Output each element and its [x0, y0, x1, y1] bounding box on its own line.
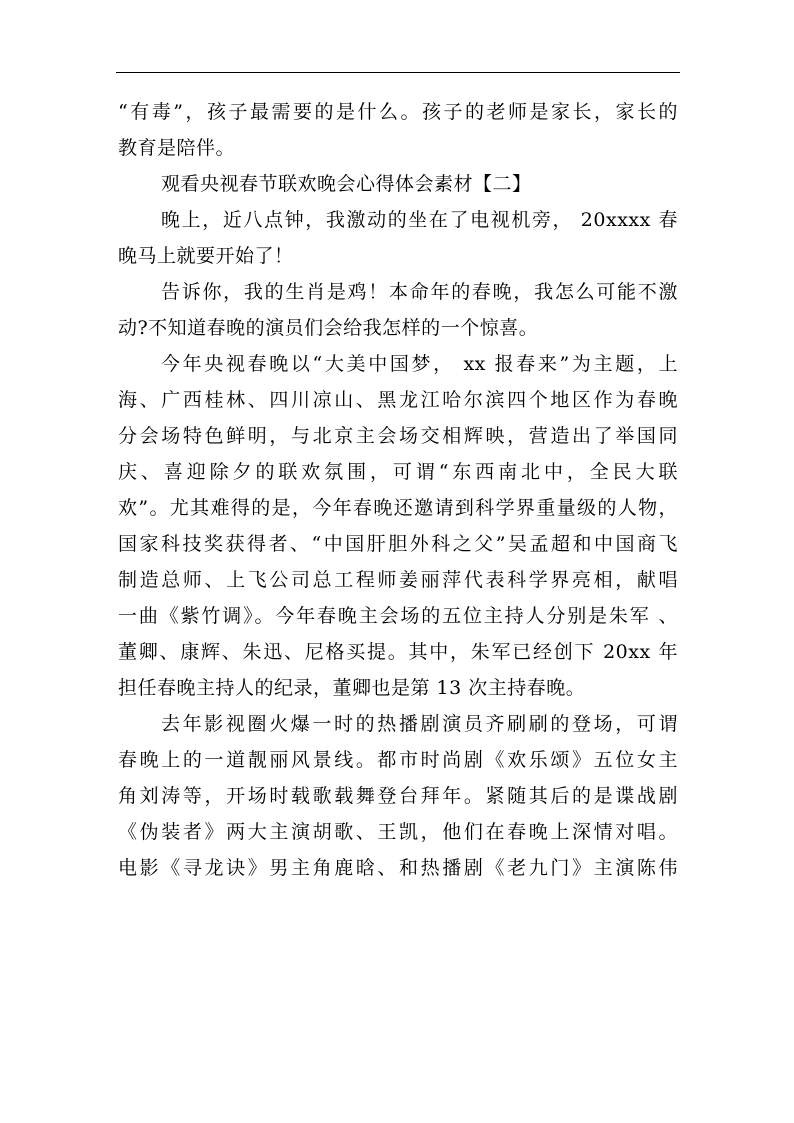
text-line: 《伪装者》两大主演胡歌、王凯，他们在春晚上深情对唱。	[118, 821, 678, 843]
text-line: 国家科技奖获得者、“中国肝胆外科之父”吴孟超和中国商飞	[118, 533, 678, 555]
paragraph	[118, 706, 678, 886]
text-line: 晚上，近八点钟，我激动的坐在了电视机旁， 20xxxx 春	[161, 209, 678, 231]
section-heading	[118, 166, 678, 202]
heading-line: 观看央视春节联欢晚会心得体会素材【二】	[161, 173, 532, 195]
text-line: 制造总师、上飞公司总工程师姜丽萍代表科学界亮相，献唱	[118, 569, 678, 591]
text-line: 春晚上的一道靓丽风景线。都市时尚剧《欢乐颂》五位女主	[118, 749, 678, 771]
paragraph-continuation	[118, 94, 678, 166]
text-line: 海、广西桂林、四川凉山、黑龙江哈尔滨四个地区作为春晚	[118, 389, 678, 411]
paragraph	[118, 346, 678, 706]
text-line: 电影《寻龙诀》男主角鹿晗、和热播剧《老九门》主演陈伟	[118, 857, 678, 879]
header-rule	[116, 72, 680, 73]
text-line: 担任春晚主持人的纪录，董卿也是第 13 次主持春晚。	[118, 677, 586, 699]
text-line: 告诉你，我的生肖是鸡！本命年的春晚，我怎么可能不激	[161, 281, 678, 303]
text-line: 今年央视春晚以“大美中国梦， xx 报春来”为主题，上	[161, 353, 678, 375]
text-line: 去年影视圈火爆一时的热播剧演员齐刷刷的登场，可谓	[161, 713, 678, 735]
text-line: 欢”。尤其难得的是，今年春晚还邀请到科学界重量级的人物，	[118, 497, 678, 519]
paragraph	[118, 274, 678, 346]
text-line: “有毒”，孩子最需要的是什么。孩子的老师是家长，家长的	[118, 101, 678, 123]
text-line: 庆、喜迎除夕的联欢氛围，可谓“东西南北中，全民大联	[118, 461, 678, 483]
text-line: 动?不知道春晚的演员们会给我怎样的一个惊喜。	[118, 317, 539, 339]
text-line: 晚马上就要开始了！	[118, 245, 294, 267]
text-line: 董卿、康辉、朱迅、尼格买提。其中，朱军已经创下 20xx 年	[118, 641, 678, 663]
document-body	[118, 94, 678, 886]
paragraph	[118, 202, 678, 274]
text-line: 一曲《紫竹调》。今年春晚主会场的五位主持人分别是朱军 、	[118, 605, 678, 627]
text-line: 教育是陪伴。	[118, 137, 236, 159]
text-line: 分会场特色鲜明，与北京主会场交相辉映，营造出了举国同	[118, 425, 678, 447]
text-line: 角刘涛等，开场时载歌载舞登台拜年。紧随其后的是谍战剧	[118, 785, 678, 807]
